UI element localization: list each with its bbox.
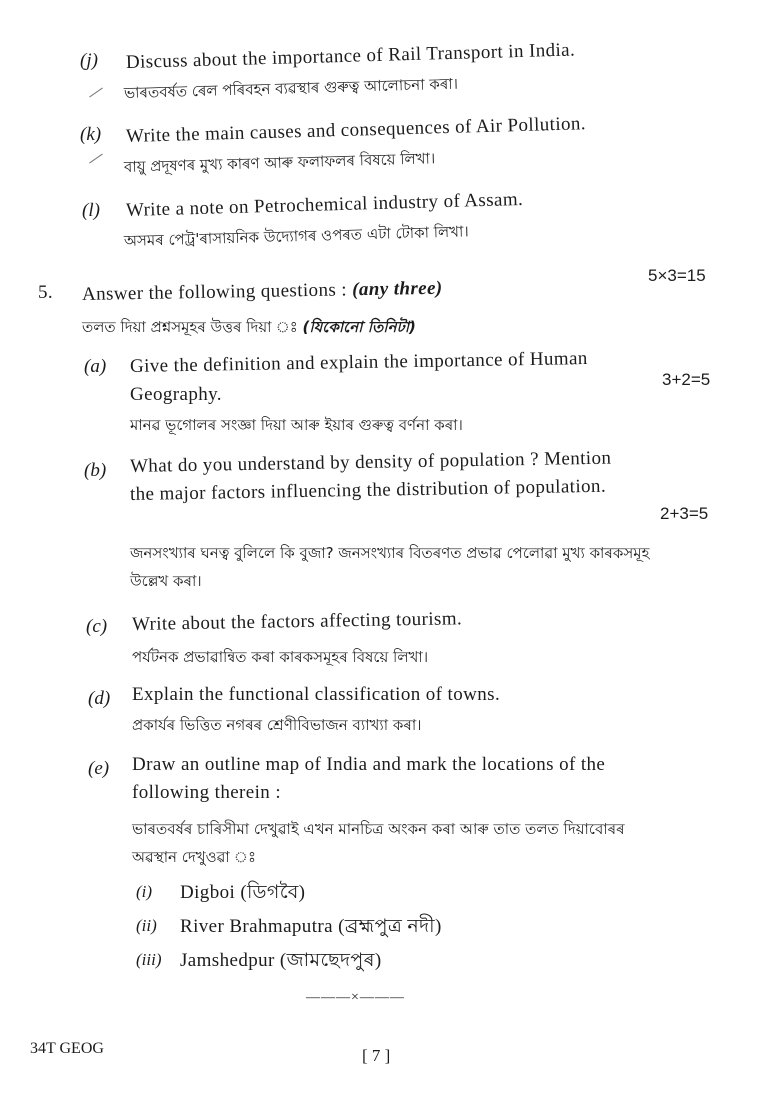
- question-a-marks: 3+2=5: [662, 370, 711, 389]
- paper-code: 34T GEOG: [30, 1040, 104, 1057]
- question-k-label: (k): [80, 124, 102, 145]
- question-b-bengali-line2: উল্লেখ কৰা।: [130, 572, 202, 590]
- map-item-digboi: Digboi (ডিগবৈ): [180, 882, 306, 903]
- question-l-label: (l): [82, 200, 100, 221]
- question-5-number: 5.: [38, 282, 54, 303]
- question-k-text: Write the main causes and consequences of Air Pollution.: [125, 113, 587, 147]
- instruction-note: (any three): [351, 277, 443, 301]
- question-5-instruction: [82, 276, 443, 308]
- page-number: [ 7 ]: [362, 1046, 391, 1065]
- map-item-label: (ii): [136, 916, 157, 935]
- question-l-bengali: অসমৰ পেট্ৰ'ৰাসায়নিক উদ্যোগৰ ওপৰত এটা টোকা লিখা।: [123, 222, 469, 250]
- map-item-label: (i): [136, 882, 153, 901]
- question-b-marks: 2+3=5: [660, 504, 709, 523]
- question-c-label: (c): [86, 616, 108, 637]
- question-c-bengali: পৰ্যটনক প্ৰভাৱান্বিত কৰা কাৰকসমূহৰ বিষয়ে লিখা।: [132, 648, 429, 666]
- question-l-text: Write a note on Petrochemical industry of Assam.: [125, 188, 524, 221]
- question-d-label: (d): [88, 688, 111, 709]
- question-j-label: (j): [80, 50, 98, 71]
- pen-tick-mark: [89, 88, 103, 98]
- pen-tick-mark: [89, 154, 103, 164]
- question-c-text: Write about the factors affecting tourism.: [131, 608, 463, 635]
- question-e-line1: Draw an outline map of India and mark the locations of the: [132, 754, 606, 775]
- question-5-instruction-bengali: [82, 316, 416, 338]
- question-a-line1: Give the definition and explain the importance of Human: [129, 348, 588, 377]
- question-5-marks: 5×3=15: [648, 266, 706, 285]
- map-item-jamshedpur: Jamshedpur (জামছেদপুৰ): [180, 950, 382, 971]
- instruction-bengali-note: (যিকোনো তিনিটা): [302, 318, 416, 336]
- question-a-bengali: মানৱ ভূগোলৰ সংজ্ঞা দিয়া আৰু ইয়াৰ গুৰুত্ব বৰ্ণনা কৰা।: [130, 416, 463, 434]
- end-mark: ———×———: [306, 990, 405, 1005]
- map-item-brahmaputra: River Brahmaputra (ব্ৰহ্মপুত্ৰ নদী): [180, 916, 442, 937]
- question-b-line2: the major factors influencing the distribution of population.: [129, 475, 607, 505]
- question-b-line1: What do you understand by density of population ? Mention: [129, 447, 612, 477]
- question-a-line2: Geography.: [130, 384, 222, 405]
- instruction-bengali-text: তলত দিয়া প্ৰশ্নসমূহৰ উত্তৰ দিয়া ঃ: [82, 318, 298, 336]
- map-item-label: (iii): [136, 950, 162, 969]
- question-e-label: (e): [88, 758, 110, 779]
- question-e-bengali-line1: ভাৰতবৰ্ষৰ চাৰিসীমা দেখুৱাই এখন মানচিত্ৰ অংকন কৰা আৰু তাত তলত দিয়াবোৰৰ: [132, 820, 625, 838]
- question-j-bengali: ভাৰতবৰ্ষত ৰেল পৰিবহন ব্যৱস্থাৰ গুৰুত্ব আলোচনা কৰা।: [123, 74, 459, 102]
- question-k-bengali: বায়ু প্ৰদূষণৰ মুখ্য কাৰণ আৰু ফলাফলৰ বিষয়ে লিখা।: [123, 149, 436, 176]
- question-d-text: Explain the functional classification of towns.: [132, 684, 501, 705]
- question-e-bengali-line2: অৱস্থান দেখুওৱা ঃ: [132, 848, 256, 866]
- question-j-text: Discuss about the importance of Rail Transport in India.: [125, 39, 576, 73]
- instruction-text: Answer the following questions :: [81, 279, 348, 305]
- question-e-line2: following therein :: [132, 782, 282, 803]
- question-d-bengali: প্ৰকাৰ্যৰ ভিত্তিত নগৰৰ শ্ৰেণীবিভাজন ব্যাখ্যা কৰা।: [132, 716, 422, 734]
- question-b-label: (b): [84, 460, 107, 481]
- question-a-label: (a): [84, 356, 107, 377]
- question-b-bengali-line1: জনসংখ্যাৰ ঘনত্ব বুলিলে কি বুজা? জনসংখ্যাৰ বিতৰণত প্ৰভাৱ পেলোৱা মুখ্য কাৰকসমূহ: [130, 544, 650, 562]
